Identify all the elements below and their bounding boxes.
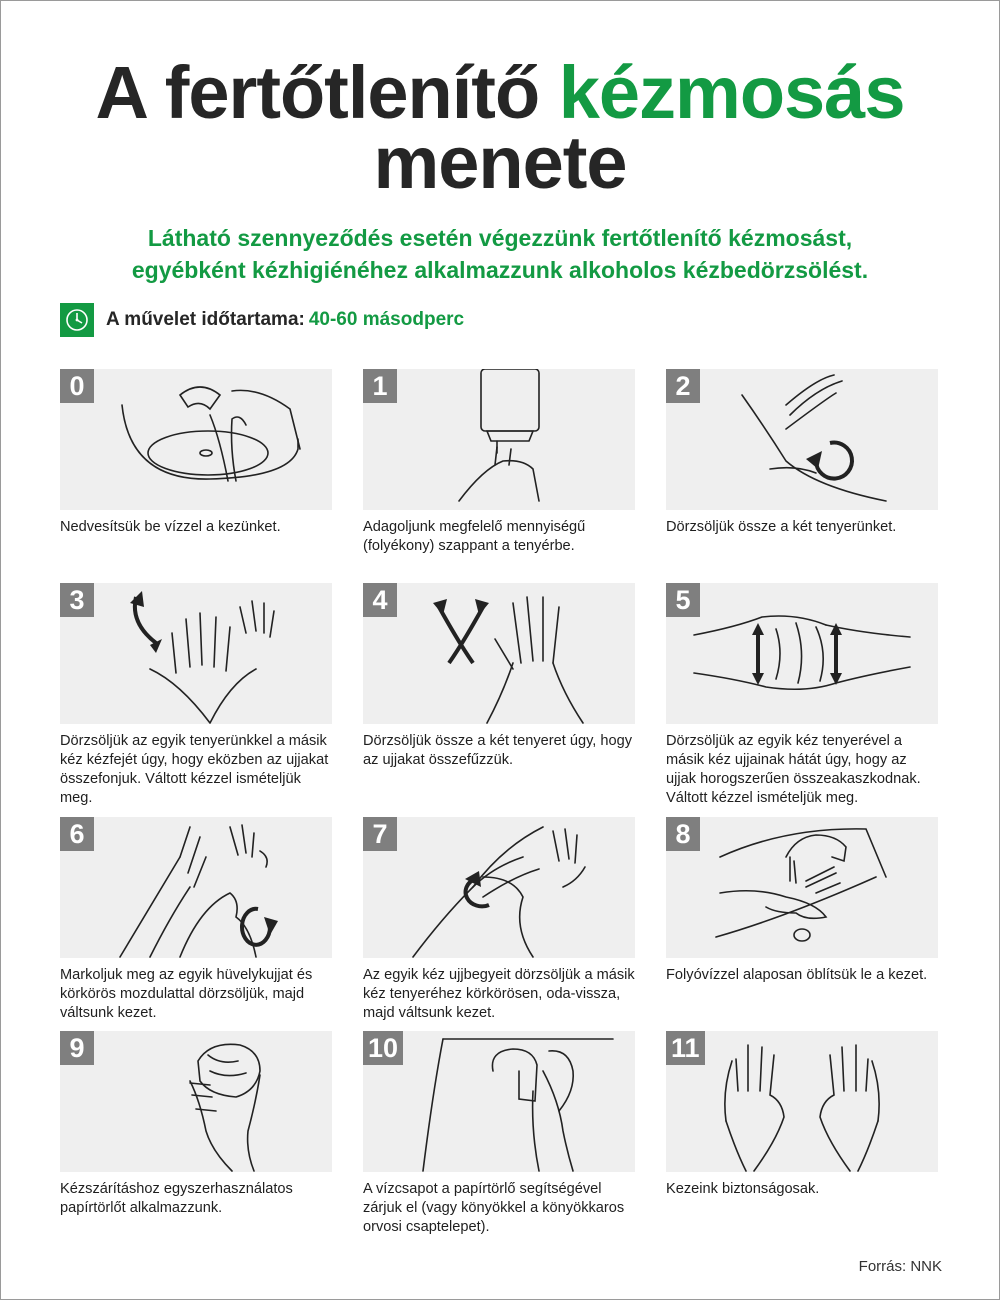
- step-caption: Dörzsöljük az egyik kéz tenyerével a másik kéz ujjainak hátát úgy, hogy az ujjak horogszerűen összeakaszkodnak. Váltott kézzel ismételjük meg.: [666, 733, 921, 806]
- step-card: [363, 369, 635, 556]
- step-card: [666, 817, 938, 985]
- step-card: [666, 583, 938, 808]
- step-number: 1: [363, 369, 397, 403]
- step-caption: Kézszárításhoz egyszerhasználatos papírtörlőt alkalmazzunk.: [60, 1181, 293, 1216]
- step-number: 7: [363, 817, 397, 851]
- close-tap-with-towel-icon: [363, 1031, 635, 1172]
- title-part2: kézmosás: [558, 51, 905, 134]
- step-caption: Dörzsöljük az egyik tenyerünkkel a másik kéz kézfejét úgy, hogy eközben az ujjakat összefonjuk. Váltott kézzel ismételjük meg.: [60, 733, 329, 806]
- clock-icon: [60, 303, 94, 337]
- step-illustration-panel: [666, 369, 938, 510]
- thumb-rotation-icon: [60, 817, 332, 958]
- step-illustration-panel: [363, 817, 635, 958]
- step-caption: Dörzsöljük össze a két tenyerünket.: [666, 519, 897, 535]
- source-note: Forrás: NNK: [858, 1258, 942, 1275]
- step-illustration-panel: [363, 369, 635, 510]
- step-illustration-panel: [60, 1031, 332, 1172]
- step-caption: Folyóvízzel alaposan öblítsük le a kezet.: [666, 967, 928, 983]
- fingertips-in-palm-icon: [363, 817, 635, 958]
- step-card: [60, 1031, 332, 1218]
- rinse-hands-icon: [666, 817, 938, 958]
- title-part1: A fertőtlenítő: [95, 51, 540, 134]
- step-caption: Nedvesítsük be vízzel a kezünket.: [60, 519, 281, 535]
- step-illustration-panel: [60, 583, 332, 724]
- duration-value: 40-60 másodperc: [308, 309, 465, 330]
- step-card: [363, 583, 635, 770]
- step-caption: Markoljuk meg az egyik hüvelykujjat és körkörös mozdulattal dörzsöljük, majd váltsunk kezet.: [60, 967, 313, 1021]
- step-card: [666, 369, 938, 537]
- duration-text: [106, 309, 464, 331]
- interlaced-fingers-icon: [363, 583, 635, 724]
- step-number: 2: [666, 369, 700, 403]
- step-illustration-panel: [666, 817, 938, 958]
- step-caption: Kezeink biztonságosak.: [666, 1181, 820, 1197]
- step-illustration-panel: [60, 817, 332, 958]
- subtitle-line2: egyébként kézhigiénéhez alkalmazzunk alkoholos kézbedörzsölést.: [131, 257, 869, 283]
- step-card: [666, 1031, 938, 1199]
- wet-hands-at-sink-icon: [60, 369, 332, 510]
- step-card: [60, 369, 332, 537]
- step-number: 10: [363, 1031, 403, 1065]
- step-number: 8: [666, 817, 700, 851]
- step-number: 11: [666, 1031, 705, 1065]
- palm-over-back-icon: [60, 583, 332, 724]
- step-caption: Az egyik kéz ujjbegyeit dörzsöljük a másik kéz tenyeréhez körkörösen, oda-vissza, majd váltsunk kezet.: [363, 967, 635, 1021]
- step-number: 0: [60, 369, 94, 403]
- step-illustration-panel: [666, 583, 938, 724]
- step-caption: Dörzsöljük össze a két tenyeret úgy, hogy az ujjakat összefűzzük.: [363, 733, 633, 768]
- subtitle: [0, 222, 1000, 286]
- step-illustration-panel: [363, 1031, 635, 1172]
- page-title: [0, 51, 1000, 204]
- step-card: [60, 583, 332, 808]
- duration-label: A művelet időtartama:: [106, 309, 305, 330]
- step-card: [60, 817, 332, 1023]
- step-caption: Adagoljunk megfelelő mennyiségű (folyékony) szappant a tenyérbe.: [363, 519, 586, 554]
- step-number: 4: [363, 583, 397, 617]
- paper-towel-dry-icon: [60, 1031, 332, 1172]
- soap-dispenser-icon: [363, 369, 635, 510]
- step-card: [363, 1031, 635, 1237]
- step-number: 6: [60, 817, 94, 851]
- clean-hands-icon: [666, 1031, 938, 1172]
- duration-row: [60, 303, 464, 337]
- step-illustration-panel: [666, 1031, 938, 1172]
- step-caption: A vízcsapot a papírtörlő segítségével zárjuk el (vagy könyökkel a könyökkaros orvosi csaptelepet).: [363, 1181, 625, 1235]
- title-line2: menete: [373, 121, 627, 204]
- interlocked-fingers-icon: [666, 583, 938, 724]
- palm-to-palm-icon: [666, 369, 938, 510]
- step-number: 3: [60, 583, 94, 617]
- step-illustration-panel: [60, 369, 332, 510]
- step-card: [363, 817, 635, 1023]
- step-number: 9: [60, 1031, 94, 1065]
- subtitle-line1: Látható szennyeződés esetén végezzünk fertőtlenítő kézmosást,: [147, 225, 853, 251]
- step-number: 5: [666, 583, 700, 617]
- step-illustration-panel: [363, 583, 635, 724]
